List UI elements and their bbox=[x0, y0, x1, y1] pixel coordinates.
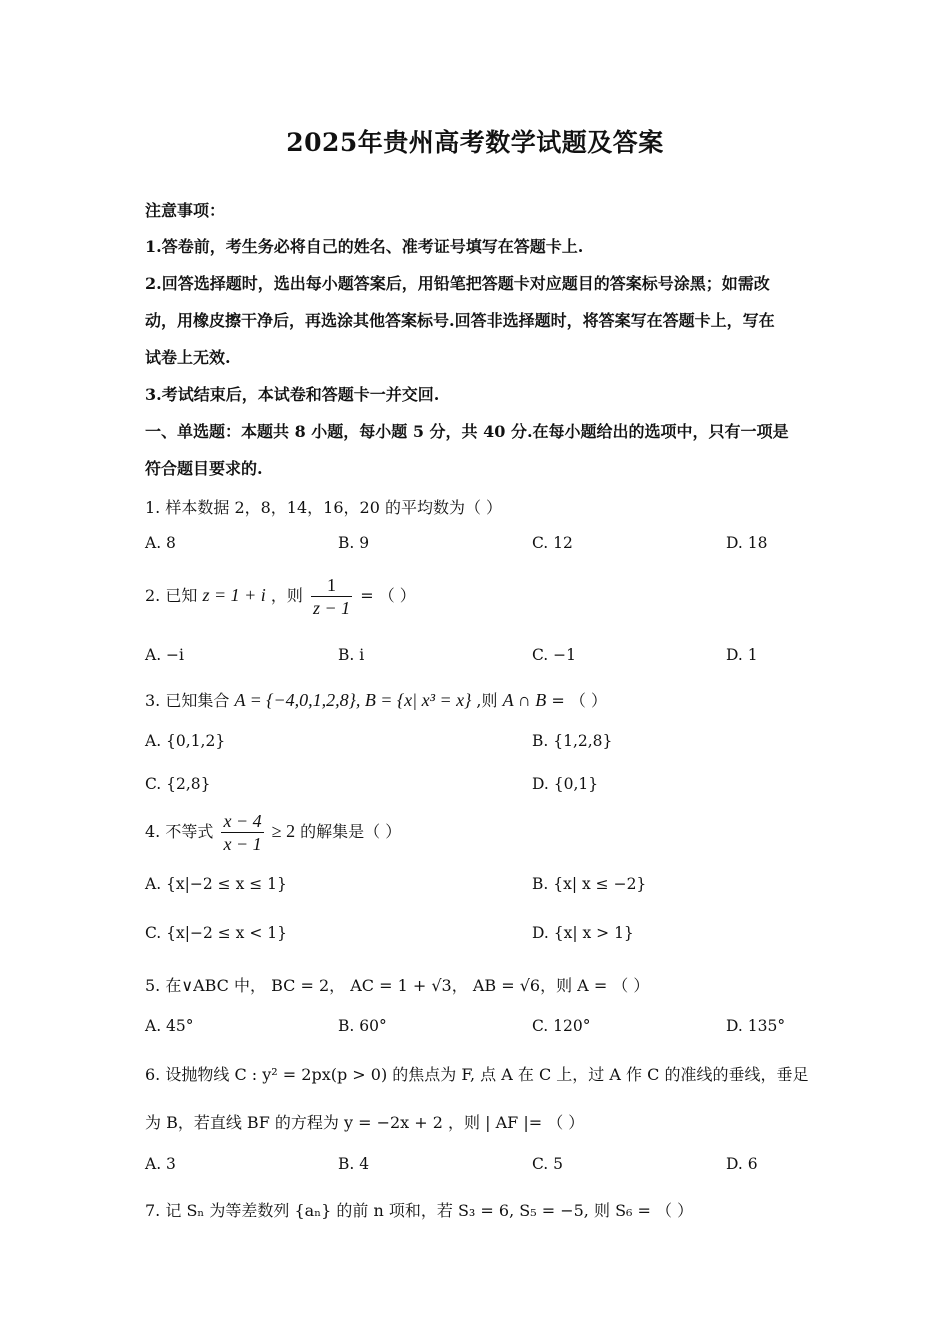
q2-option-a: A. −i bbox=[145, 646, 184, 664]
q5-option-c: C. 120° bbox=[532, 1017, 591, 1035]
notice-line-3: 3.考试结束后，本试卷和答题卡一并交回. bbox=[145, 385, 440, 404]
q4-denominator: x − 1 bbox=[223, 834, 262, 854]
q2-denominator: z − 1 bbox=[312, 598, 351, 618]
q2-prefix: 2. 已知 bbox=[145, 586, 198, 605]
notice-heading: 注意事项： bbox=[145, 201, 226, 220]
section-1-header-cont: 符合题目要求的. bbox=[145, 459, 263, 478]
q2-suffix: = （ ） bbox=[360, 586, 416, 605]
q4-option-b: B. {x| x ≤ −2} bbox=[532, 875, 647, 893]
question-4 bbox=[145, 810, 401, 855]
question-6-line-2: 为 B，若直线 BF 的方程为 y = −2x + 2 ，则 | AF |= （ ） bbox=[145, 1113, 585, 1132]
question-7: 7. 记 Sₙ 为等差数列 {aₙ} 的前 n 项和，若 S₃ = 6, S₅ = −5, 则 S₆ = （ ） bbox=[145, 1201, 694, 1220]
q3-expr2: A ∩ B bbox=[502, 690, 547, 710]
q5-option-d: D. 135° bbox=[726, 1017, 786, 1035]
q3-option-a: A. {0,1,2} bbox=[145, 732, 226, 750]
q2-fraction bbox=[311, 574, 352, 619]
q4-fraction bbox=[221, 810, 263, 855]
q1-option-b: B. 9 bbox=[338, 534, 370, 552]
q2-mid: ，则 bbox=[270, 586, 303, 605]
q3-prefix: 3. 已知集合 bbox=[145, 691, 230, 710]
q6-option-d: D. 6 bbox=[726, 1155, 758, 1173]
q2-expr: z = 1 + i bbox=[202, 585, 266, 605]
question-1: 1. 样本数据 2，8，14，16，20 的平均数为（ ） bbox=[145, 498, 503, 517]
q3-option-d: D. {0,1} bbox=[532, 775, 599, 793]
q3-mid: ,则 bbox=[476, 691, 498, 710]
q3-option-b: B. {1,2,8} bbox=[532, 732, 613, 750]
q1-option-a: A. 8 bbox=[145, 534, 176, 552]
q6-option-a: A. 3 bbox=[145, 1155, 176, 1173]
section-1-header: 一、单选题：本题共 8 小题，每小题 5 分，共 40 分.在每小题给出的选项中，只有一项是 bbox=[145, 422, 789, 441]
notice-line-1: 1.答卷前，考生务必将自己的姓名、准考证号填写在答题卡上. bbox=[145, 237, 584, 256]
q4-prefix: 4. 不等式 bbox=[145, 822, 214, 841]
notice-line-2a: 2.回答选择题时，选出每小题答案后，用铅笔把答题卡对应题目的答案标号涂黑；如需改 bbox=[145, 274, 770, 293]
q4-option-c: C. {x|−2 ≤ x < 1} bbox=[145, 924, 287, 942]
notice-line-2c: 试卷上无效. bbox=[145, 348, 231, 367]
q3-option-c: C. {2,8} bbox=[145, 775, 211, 793]
q4-option-a: A. {x|−2 ≤ x ≤ 1} bbox=[145, 875, 287, 893]
question-3 bbox=[145, 688, 607, 711]
q2-option-d: D. 1 bbox=[726, 646, 758, 664]
q4-option-d: D. {x| x > 1} bbox=[532, 924, 634, 942]
notice-line-2b: 动，用橡皮擦干净后，再选涂其他答案标号.回答非选择题时，将答案写在答题卡上，写在 bbox=[145, 311, 775, 330]
q2-option-b: B. i bbox=[338, 646, 365, 664]
q1-option-d: D. 18 bbox=[726, 534, 768, 552]
question-2 bbox=[145, 574, 416, 619]
question-6-line-1: 6. 设抛物线 C : y² = 2px(p > 0) 的焦点为 F, 点 A 在 C 上，过 A 作 C 的准线的垂线，垂足 bbox=[145, 1065, 809, 1084]
q4-expr: ≥ 2 bbox=[271, 821, 296, 841]
q4-suffix: 的解集是（ ） bbox=[300, 822, 402, 841]
q6-option-c: C. 5 bbox=[532, 1155, 564, 1173]
q2-option-c: C. −1 bbox=[532, 646, 577, 664]
q1-option-c: C. 12 bbox=[532, 534, 573, 552]
q6-option-b: B. 4 bbox=[338, 1155, 370, 1173]
q2-numerator: 1 bbox=[311, 574, 352, 597]
question-5: 5. 在∨ABC 中， BC = 2， AC = 1 + √3， AB = √6，则 A = （ ） bbox=[145, 976, 650, 995]
page-title: 2025年贵州高考数学试题及答案 bbox=[286, 128, 664, 157]
q5-option-a: A. 45° bbox=[145, 1017, 194, 1035]
q3-suffix: = （ ） bbox=[551, 691, 607, 710]
q4-numerator: x − 4 bbox=[223, 811, 262, 831]
q5-option-b: B. 60° bbox=[338, 1017, 387, 1035]
q3-expr: A = {−4,0,1,2,8}, B = {x| x³ = x} bbox=[234, 690, 472, 710]
